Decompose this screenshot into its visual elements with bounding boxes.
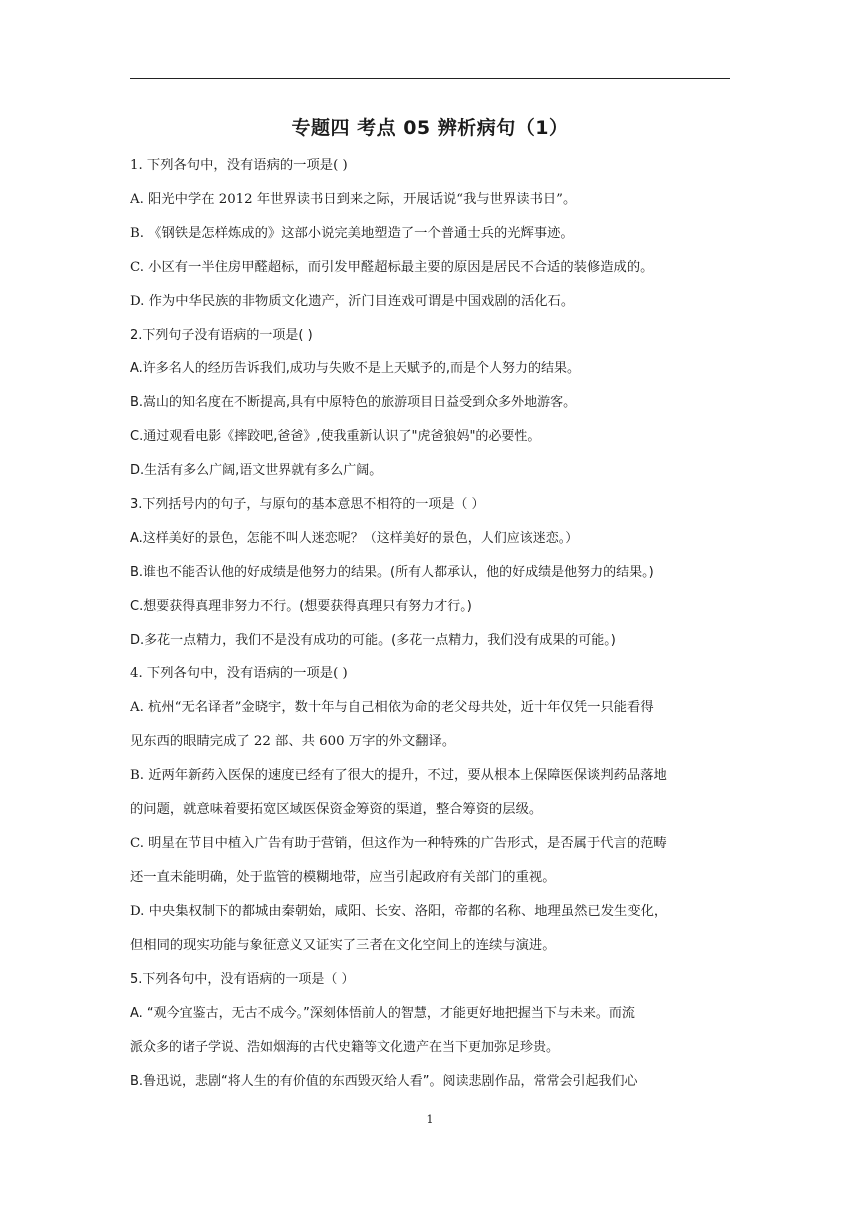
question-2-option-a: A.许多名人的经历告诉我们,成功与失败不是上天赋予的,而是个人努力的结果。 [130, 361, 581, 376]
question-4-option-b-cont: 的问题，就意味着要拓宽区域医保资金筹资的渠道，整合筹资的层级。 [130, 802, 543, 817]
question-3-stem: 3.下列括号内的句子，与原句的基本意思不相符的一项是（ ） [130, 497, 485, 512]
question-1-option-d: D. 作为中华民族的非物质文化遗产，沂门目连戏可谓是中国戏剧的活化石。 [130, 294, 575, 309]
question-1-option-c: C. 小区有一半住房甲醛超标，而引发甲醛超标最主要的原因是居民不合适的装修造成的。 [130, 260, 654, 275]
question-4-option-a-cont: 见东西的眼睛完成了 22 部、共 600 万字的外文翻译。 [130, 734, 456, 749]
question-1-option-a: A. 阳光中学在 2012 年世界读书日到来之际，开展话说“我与世界读书日”。 [130, 192, 577, 207]
question-3-option-b: B.谁也不能否认他的好成绩是他努力的结果。(所有人都承认，他的好成绩是他努力的结果。) [130, 565, 654, 580]
question-4-option-b: B. 近两年新药入医保的速度已经有了很大的提升，不过，要从根本上保障医保谈判药品落地 [130, 768, 667, 783]
page-number: 1 [426, 1113, 434, 1126]
question-4-option-d-cont: 但相同的现实功能与象征意义又证实了三者在文化空间上的连续与演进。 [130, 938, 556, 953]
question-4-option-a: A. 杭州“无名译者”金晓宇，数十年与自己相依为命的老父母共处，近十年仅凭一只能看得 [130, 700, 654, 715]
question-2-option-b: B.嵩山的知名度在不断提高,具有中原特色的旅游项目日益受到众多外地游客。 [130, 395, 577, 410]
question-5-option-b: B.鲁迅说，悲剧“将人生的有价值的东西毁灭给人看”。阅读悲剧作品，常常会引起我们心 [130, 1074, 638, 1089]
question-2-stem: 2.下列句子没有语病的一项是( ) [130, 328, 313, 343]
question-4-stem: 4. 下列各句中，没有语病的一项是( ) [130, 666, 348, 681]
question-5-stem: 5.下列各句中，没有语病的一项是（ ） [130, 972, 355, 987]
question-2-option-c: C.通过观看电影《摔跤吧,爸爸》,使我重新认识了"虎爸狼妈"的必要性。 [130, 429, 541, 444]
question-2-option-d: D.生活有多么广阔,语文世界就有多么广阔。 [130, 463, 383, 478]
question-3-option-d: D.多花一点精力，我们不是没有成功的可能。(多花一点精力，我们没有成果的可能。) [130, 633, 616, 648]
question-4-option-c: C. 明星在节目中植入广告有助于营销，但这作为一种特殊的广告形式，是否属于代言的范畴 [130, 836, 667, 851]
question-1-stem: 1. 下列各句中，没有语病的一项是( ) [130, 158, 348, 173]
question-4-option-c-cont: 还一直未能明确，处于监管的模糊地带，应当引起政府有关部门的重视。 [130, 870, 556, 885]
page-title: 专题四 考点 05 辨析病句（1） [291, 117, 569, 139]
question-1-option-b: B. 《钢铁是怎样炼成的》这部小说完美地塑造了一个普通士兵的光辉事迹。 [130, 226, 574, 241]
question-4-option-d: D. 中央集权制下的都城由秦朝始，咸阳、长安、洛阳，帝都的名称、地理虽然已发生变化， [130, 904, 668, 919]
question-3-option-c: C.想要获得真理非努力不行。(想要获得真理只有努力才行。) [130, 599, 472, 614]
header-rule [130, 78, 730, 79]
question-5-option-a-cont: 派众多的诸子学说、浩如烟海的古代史籍等文化遗产在当下更加弥足珍贵。 [130, 1040, 560, 1055]
question-3-option-a: A.这样美好的景色，怎能不叫人迷恋呢？（这样美好的景色，人们应该迷恋。） [130, 531, 579, 546]
question-5-option-a: A. “观今宜鉴古，无古不成今。”深刻体悟前人的智慧，才能更好地把握当下与未来。而流 [130, 1006, 635, 1021]
